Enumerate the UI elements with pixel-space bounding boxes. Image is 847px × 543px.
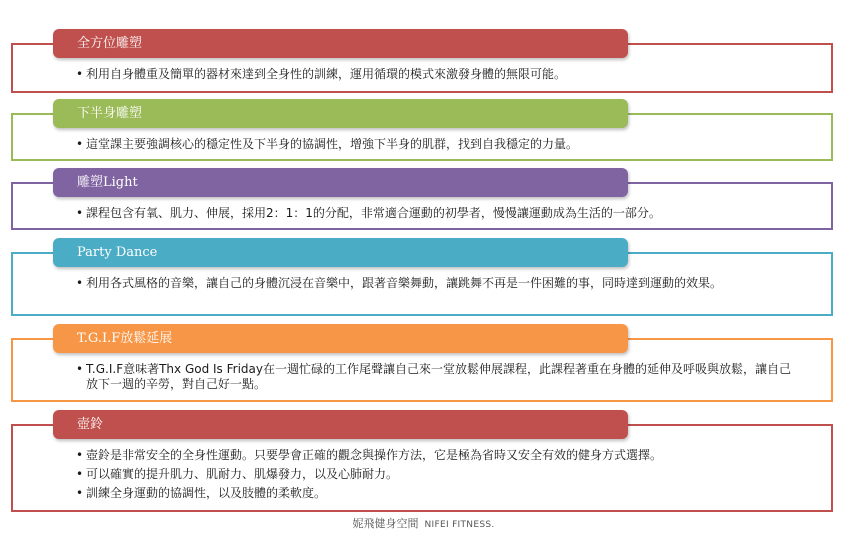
section-header: 下半身雕塑	[53, 99, 628, 128]
section-bullets	[76, 276, 796, 295]
section-bullets	[76, 206, 796, 225]
bullet-item: • 課程包含有氧、肌力、伸展，採用2：1：1的分配，非常適合運動的初學者，慢慢讓運動成為生活的一部分。	[76, 206, 796, 221]
section-header: 壺鈴	[53, 410, 628, 439]
bullet-item: • 訓練全身運動的協調性，以及肢體的柔軟度。	[76, 486, 796, 501]
footer-brand-zh: 妮飛健身空間	[352, 517, 419, 530]
footer-brand	[0, 515, 847, 531]
section-header: 全方位雕塑	[53, 29, 628, 58]
section-header: 雕塑Light	[53, 168, 628, 197]
section-header: Party Dance	[53, 238, 628, 267]
bullet-item: • T.G.I.F意味著Thx God Is Friday在一週忙碌的工作尾聲讓自己來一堂放鬆伸展課程，此課程著重在身體的延伸及呼吸與放鬆，讓自己放下一週的辛勞，對自己好一點。	[76, 362, 796, 392]
footer-brand-en: NIFEI FITNESS.	[424, 520, 495, 530]
section-bullets	[76, 362, 796, 396]
section-bullets	[76, 448, 796, 505]
section-bullets	[76, 137, 796, 156]
section-bullets	[76, 67, 796, 86]
bullet-item: • 壺鈴是非常安全的全身性運動。只要學會正確的觀念與操作方法，它是極為省時又安全有效的健身方式選擇。	[76, 448, 796, 463]
bullet-item: • 可以確實的提升肌力、肌耐力、肌爆發力，以及心肺耐力。	[76, 467, 796, 482]
bullet-item: • 這堂課主要強調核心的穩定性及下半身的協調性，增強下半身的肌群，找到自我穩定的力量。	[76, 137, 796, 152]
bullet-item: • 利用自身體重及簡單的器材來達到全身性的訓練，運用循環的模式來激發身體的無限可能。	[76, 67, 796, 82]
bullet-item: • 利用各式風格的音樂，讓自己的身體沉浸在音樂中，跟著音樂舞動，讓跳舞不再是一件困難的事，同時達到運動的效果。	[76, 276, 796, 291]
section-header: T.G.I.F放鬆延展	[53, 324, 628, 353]
